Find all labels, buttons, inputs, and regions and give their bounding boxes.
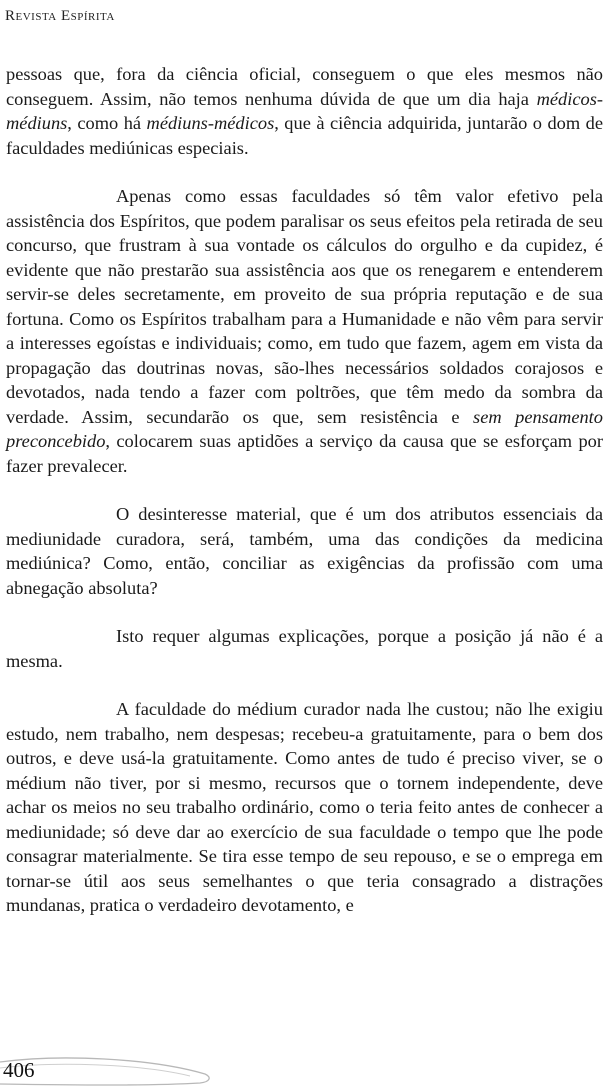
p1-text-a: pessoas que, fora da ciência oficial, conseguem o que eles mesmos não conseguem. Assim, não temos nenhuma dúvida de que um dia haja (6, 64, 603, 109)
running-head-title: Revista Espírita (5, 8, 115, 24)
page-number: 406 (3, 1058, 35, 1082)
paragraph-4: Isto requer algumas explicações, porque a posição já não é a mesma. (6, 626, 603, 671)
p2-italic-1: sem pensamento preconcebido (6, 406, 603, 451)
p2-text-b: , colocarem suas aptidões a serviço da causa que se esforçam por fazer prevalecer. (6, 431, 603, 476)
p1-text-c: , que à ciência adquirida, juntarão o dom de faculdades mediúnicas especiais. (6, 113, 603, 158)
paragraph-2 (6, 184, 603, 478)
p1-italic-1: médicos-médiuns (6, 88, 603, 133)
paragraph-1 (6, 62, 603, 160)
p1-italic-2: médiuns-médicos (146, 113, 275, 133)
paragraph-5: A faculdade do médium curador nada lhe custou; não lhe exigiu estudo, nem trabalho, nem despesas; recebeu-a gratuitamente, para o bem dos outros, e deve usá-la gratuitamente. Como antes de tudo é preciso viver, se o médium não tiver, por si mesmo, recursos que o tornem independente, deve achar os meios no seu trabalho ordinário, como o teria feito antes de conhecer a mediunidade; só deve dar ao exercício de sua faculdade o tempo que lhe pode consagrar materialmente. Se tira esse tempo de seu repouso, e se o emprega em tornar-se útil aos seus semelhantes o que teria consagrado a distrações mundanas, pratica o verdadeiro devotamento, e (6, 699, 603, 915)
p2-text-a: Apenas como essas faculdades só têm valor efetivo pela assistência dos Espíritos, que podem paralisar os seus efeitos pela retirada de seu concurso, que frustram à sua vontade os cálculos do orgulho e da cupidez, é evidente que não prestarão sua assistência aos que os renegarem e entenderem servir-se deles secretamente, em proveito de sua própria reputação e de sua fortuna. Como os Espíritos trabalham para a Humanidade e não vêm para servir a interesses egoístas e individuais; como, em tudo que fazem, agem em vista da propagação das doutrinas novas, são-lhes necessários soldados corajosos e devotados, nada tendo a fazer com poltrões, que têm medo da sombra da verdade. Assim, secundarão os que, sem resistência e (6, 186, 603, 427)
article-body (6, 62, 603, 942)
p1-text-b: , como há (67, 113, 147, 133)
paragraph-3: O desinteresse material, que é um dos atributos essenciais da mediunidade curadora, será, também, uma das condições da medicina mediúnica? Como, então, conciliar as exigências da profissão com uma abnegação absoluta? (6, 504, 603, 598)
footer-swoosh-ornament (0, 1052, 230, 1089)
